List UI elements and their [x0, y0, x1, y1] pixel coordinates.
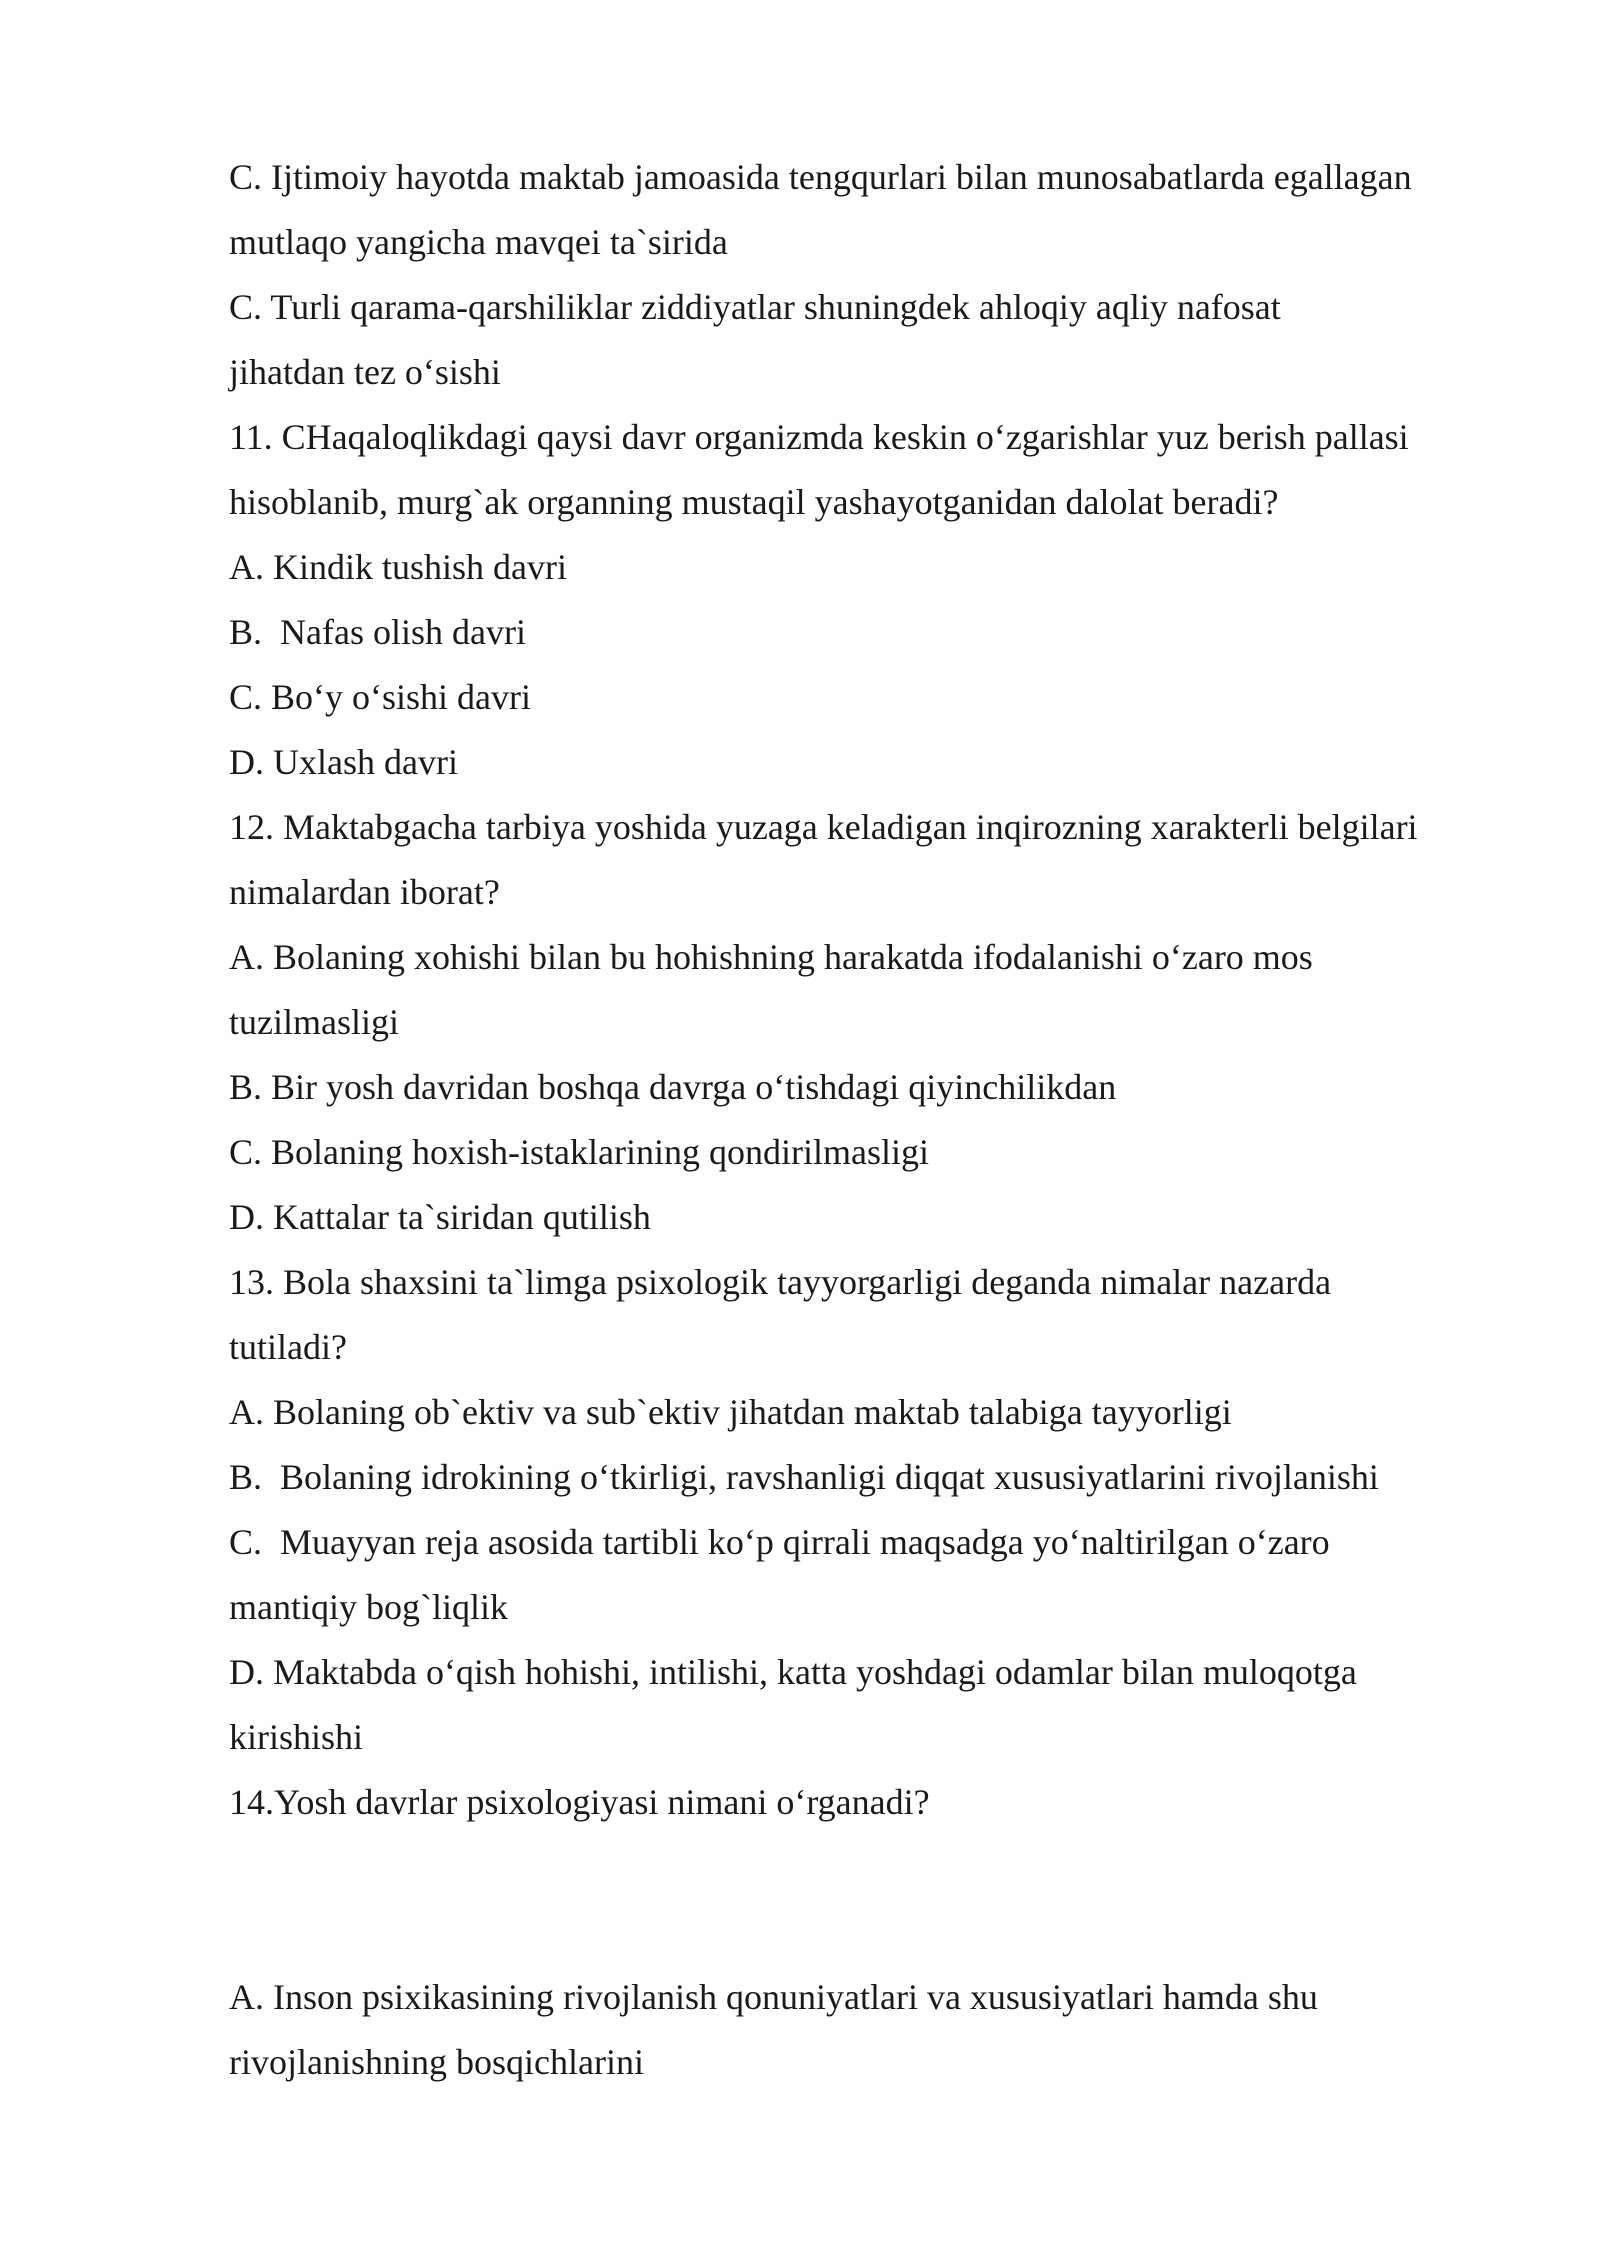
text-line: mantiqiy bog`liqlik [229, 1587, 508, 1627]
blank-space [229, 1835, 1529, 1965]
text-line: kirishishi [229, 1717, 364, 1757]
text-line: hisoblanib, murg`ak organning mustaqil yashayotganidan dalolat beradi? [229, 482, 1279, 522]
text-line: C. Ijtimoiy hayotda maktab jamoasida tengqurlari bilan munosabatlarda egallagan [229, 157, 1412, 197]
answer-option: C. Muayyan reja asosida tartibli ko‘p qirrali maqsadga yo‘naltirilgan o‘zaro [229, 1522, 1330, 1562]
answer-option: B. Bir yosh davridan boshqa davrga o‘tishdagi qiyinchilikdan [229, 1067, 1117, 1107]
answer-option: A. Kindik tushish davri [229, 547, 567, 587]
answer-option: C. Bolaning hoxish-istaklarining qondirilmasligi [229, 1132, 929, 1172]
question-13: 13. Bola shaxsini ta`limga psixologik tayyorgarligi deganda nimalar nazarda [229, 1262, 1332, 1302]
question-12: 12. Maktabgacha tarbiya yoshida yuzaga keladigan inqirozning xarakterli belgilari [229, 807, 1418, 847]
answer-option: A. Bolaning ob`ektiv va sub`ektiv jihatdan maktab talabiga tayyorligi [229, 1392, 1232, 1432]
answer-option: A. Inson psixikasining rivojlanish qonuniyatlari va xususiyatlari hamda shu [229, 1977, 1318, 2017]
answer-option: A. Bolaning xohishi bilan bu hohishning harakatda ifodalanishi o‘zaro mos [229, 937, 1313, 977]
answer-option: D. Kattalar ta`siridan qutilish [229, 1197, 651, 1237]
text-line: tuzilmasligi [229, 1002, 399, 1042]
question-14: 14.Yosh davrlar psixologiyasi nimani o‘rganadi? [229, 1782, 930, 1822]
answer-option: C. Bo‘y o‘sishi davri [229, 677, 531, 717]
answer-option: D. Uxlash davri [229, 742, 458, 782]
answer-option: D. Maktabda o‘qish hohishi, intilishi, katta yoshdagi odamlar bilan muloqotga [229, 1652, 1357, 1692]
document-text [229, 145, 1529, 2095]
text-line: C. Turli qarama-qarshiliklar ziddiyatlar shuningdek ahloqiy aqliy nafosat [229, 287, 1281, 327]
text-line: jihatdan tez o‘sishi [229, 352, 501, 392]
question-11: 11. CHaqaloqlikdagi qaysi davr organizmda keskin o‘zgarishlar yuz berish pallasi [229, 417, 1409, 457]
text-line: rivojlanishning bosqichlarini [229, 2042, 644, 2082]
answer-option: B. Bolaning idrokining o‘tkirligi, ravshanligi diqqat xususiyatlarini rivojlanishi [229, 1457, 1379, 1497]
answer-option: B. Nafas olish davri [229, 612, 526, 652]
text-line: tutiladi? [229, 1327, 347, 1367]
text-line: nimalardan iborat? [229, 872, 500, 912]
text-line: mutlaqo yangicha mavqei ta`sirida [229, 222, 728, 262]
